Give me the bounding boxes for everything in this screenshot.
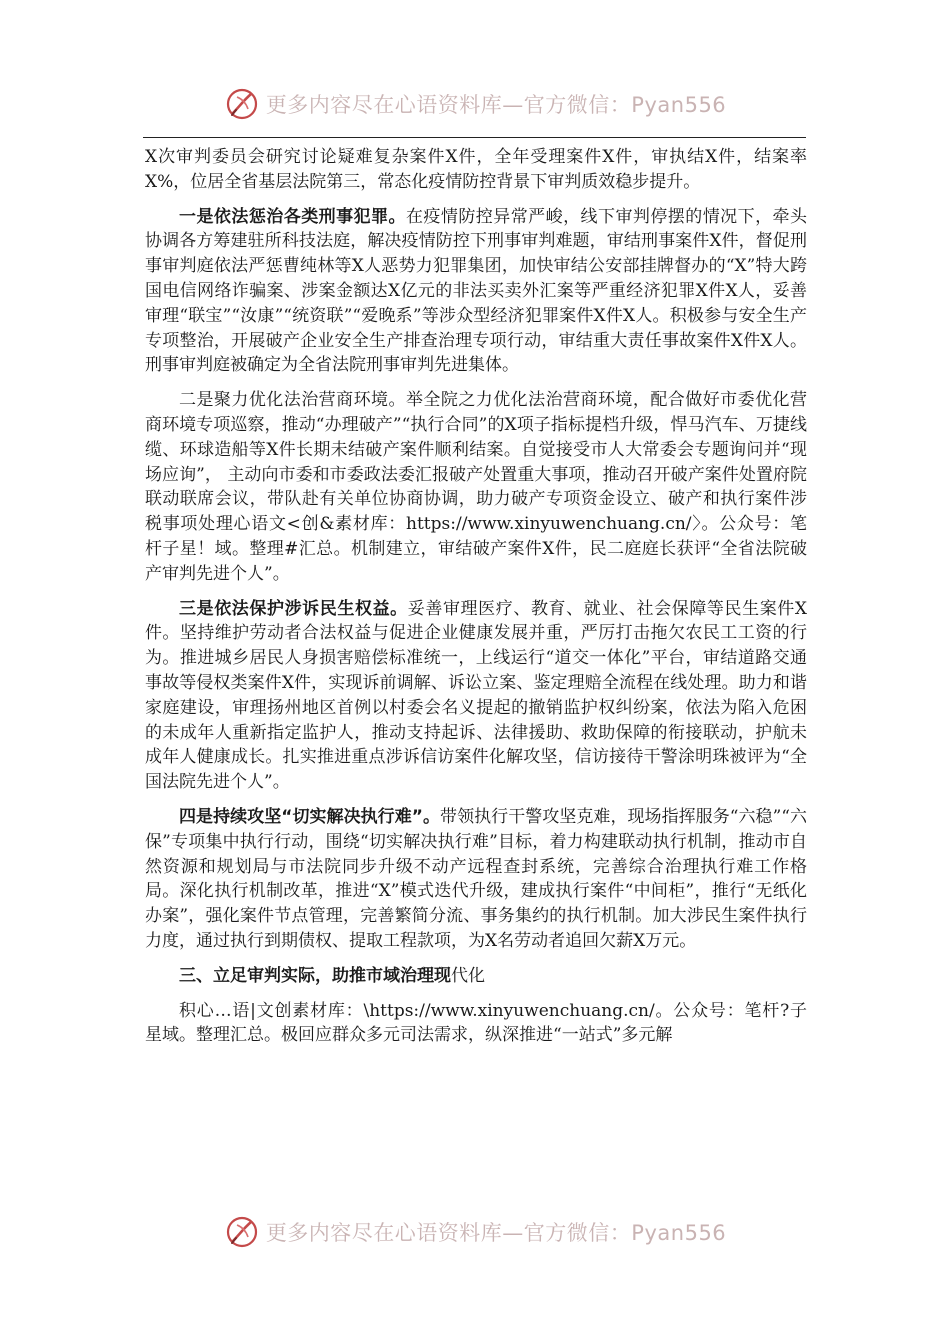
paragraph-text: X次审判委员会研究讨论疑难复杂案件X件，全年受理案件X件，审执结X件，结案率X%，位居全省基层法院第三，常态化疫情防控背景下审判质效稳步提升。	[145, 147, 807, 192]
pen-swirl-logo-icon	[224, 86, 260, 122]
paragraph-4	[145, 597, 807, 795]
paragraph-5	[145, 805, 807, 954]
paragraph-text: 积心…语|文创素材库：\https://www.xinyuwenchuang.cn/。公众号：笔杆?子星域。整理汇总。极回应群众多元司法需求，纵深推进“一站式”多元解	[145, 1000, 807, 1046]
paragraph-lead: 三是依法保护涉诉民生权益。	[179, 598, 408, 619]
section-heading	[145, 964, 807, 989]
header-divider	[143, 137, 806, 138]
paragraph-1	[145, 145, 807, 195]
section-heading-rest: 代化	[451, 965, 485, 986]
paragraph-6	[145, 999, 807, 1049]
paragraph-text: 妥善审理医疗、教育、就业、社会保障等民生案件X件。坚持维护劳动者合法权益与促进企业健康发展并重，严厉打击拖欠农民工工资的行为。推进城乡居民人身损害赔偿标准统一，上线运行“道交一体化”平台，审结道路交通事故等侵权类案件X件，实现诉前调解、诉讼立案、鉴定理赔全流程在线处理。助力和谐家庭建设，审理扬州地区首例以村委会名义提起的撤销监护权纠纷案，依法为陷入危困的未成年人重新指定监护人，推动支持起诉、法律援助、救助保障的衔接联动，护航未成年人健康成长。扎实推进重点涉诉信访案件化解攻坚，信访接待干警涂明珠被评为“全国法院先进个人”。	[145, 598, 807, 793]
paragraph-2	[145, 205, 807, 379]
header-watermark-banner	[0, 84, 950, 124]
paragraph-lead: 一是依法惩治各类刑事犯罪。	[179, 206, 406, 227]
section-heading-bold: 三、立足审判实际，助推市域治理现	[179, 965, 451, 986]
paragraph-text: 二是聚力优化法治营商环境。举全院之力优化法治营商环境，配合做好市委优化营商环境专项巡察，推动“办理破产”“执行合同”的X项子指标提档升级，悍马汽车、万捷线缆、环球造船等X件长期未结破产案件顺利结案。自觉接受市人大常委会专题询问并“现场应询”， 主动向市委和市委政法委汇报破产处置重大事项，推动召开破产案件处置府院联动联席会议，带队赴有关单位协商协调，助力破产专项资金设立、破产和执行案件涉税事项处理心语文<创&素材库：https://www.xinyuwenchuang.cn/〉。公众号：笔杆子星！域。整理#汇总。机制建立，审结破产案件X件，民二庭庭长获评“全省法院破产审判先进个人”。	[145, 390, 807, 584]
banner-text: 更多内容尽在心语资料库—官方微信：Pyan556	[265, 1221, 727, 1245]
paragraph-text: 带领执行干警攻坚克难，现场指挥服务“六稳”“六保”专项集中执行行动，围绕“切实解决执行难”目标，着力构建联动执行机制，推动市自然资源和规划局与市法院同步升级不动产远程查封系统，完善综合治理执行难工作格局。深化执行机制改革，推进“X”模式迭代升级，建成执行案件“中间柜”，推行“无纸化办案”，强化案件节点管理，完善繁简分流、事务集约的执行机制。加大涉民生案件执行力度，通过执行到期债权、提取工程款项，为X名劳动者追回欠薪X万元。	[145, 806, 807, 951]
paragraph-3	[145, 388, 807, 586]
banner-text: 更多内容尽在心语资料库—官方微信：Pyan556	[265, 93, 727, 117]
footer-watermark-banner	[0, 1212, 950, 1252]
pen-swirl-logo-icon	[224, 1214, 260, 1250]
paragraph-text: 在疫情防控异常严峻，线下审判停摆的情况下，牵头协调各方筹建驻所科技法庭，解决疫情防控下刑事审判难题，审结刑事案件X件，督促刑事审判庭依法严惩曹纯林等X人恶势力犯罪集团，加快审结公安部挂牌督办的“X”特大跨国电信网络诈骗案、涉案金额达X亿元的非法买卖外汇案等严重经济犯罪X件X人，妥善审理“联宝”“汝康”“统资联”“爱晚系”等涉众型经济犯罪案件X件X人。积极参与安全生产专项整治，开展破产企业安全生产排查治理专项行动，审结重大责任事故案件X件X人。刑事审判庭被确定为全省法院刑事审判先进集体。	[145, 206, 808, 376]
document-body	[145, 145, 807, 1058]
paragraph-lead: 四是持续攻坚“切实解决执行难”。	[179, 806, 441, 827]
